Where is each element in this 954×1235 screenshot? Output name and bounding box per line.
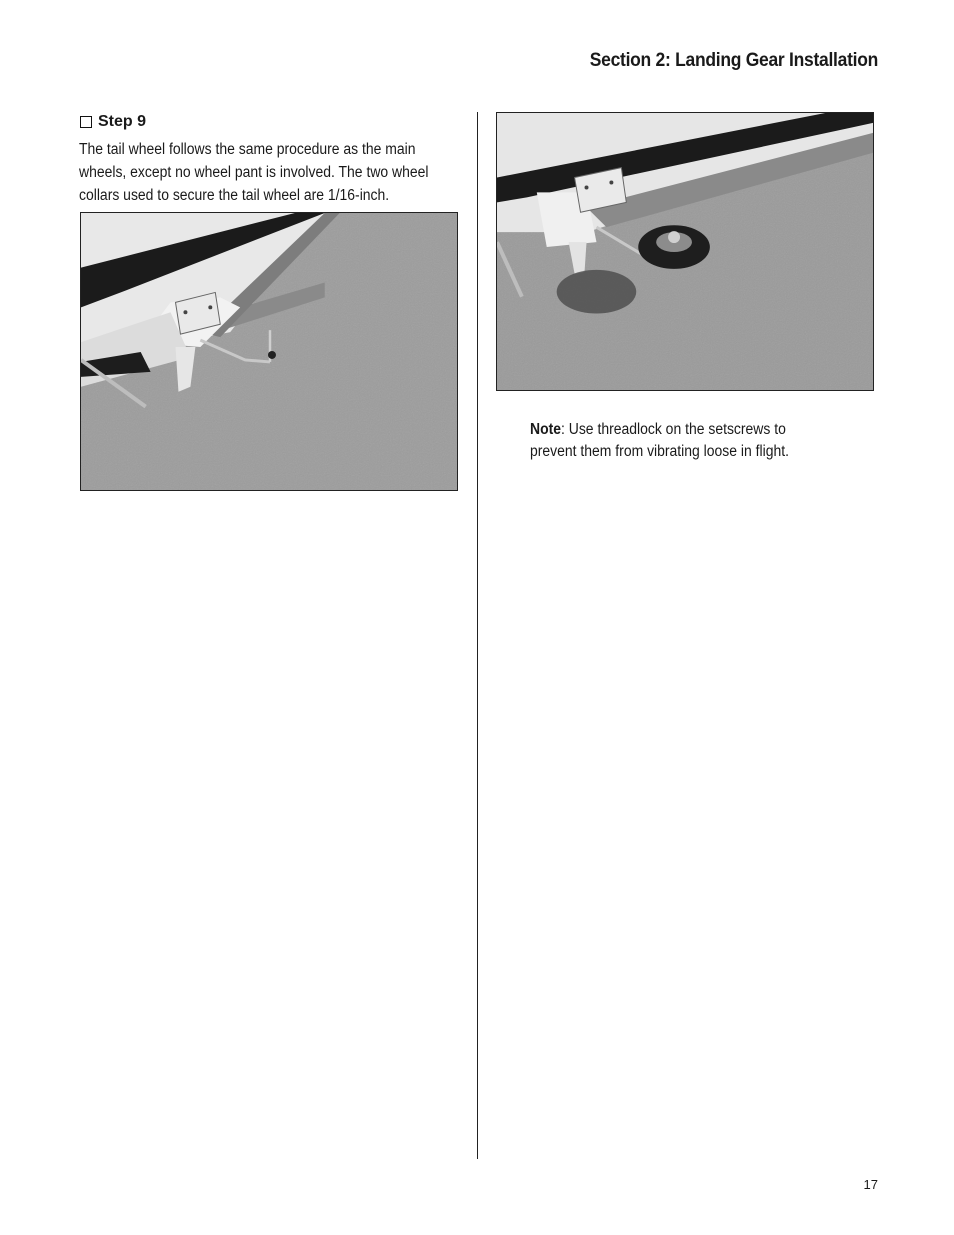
note-label: Note — [530, 421, 562, 438]
section-title: Section 2: Landing Gear Installation — [589, 50, 878, 71]
page-number: 17 — [863, 1177, 878, 1192]
step-heading — [80, 113, 146, 131]
column-divider — [477, 112, 478, 1159]
empty-checkbox-icon — [80, 116, 92, 128]
threadlock-note — [530, 419, 827, 463]
tail-wheel-installed-photo — [496, 112, 874, 391]
tail-wheel-wire-photo — [80, 212, 458, 491]
step-instructions: The tail wheel follows the same procedure as the main wheels, except no wheel pant is involved. The two wheel collars used to secure the tail wheel are 1/16-inch. — [79, 141, 429, 204]
step-label: Step 9 — [98, 113, 147, 130]
note-text: : Use threadlock on the setscrews to prevent them from vibrating loose in flight. — [530, 421, 789, 460]
